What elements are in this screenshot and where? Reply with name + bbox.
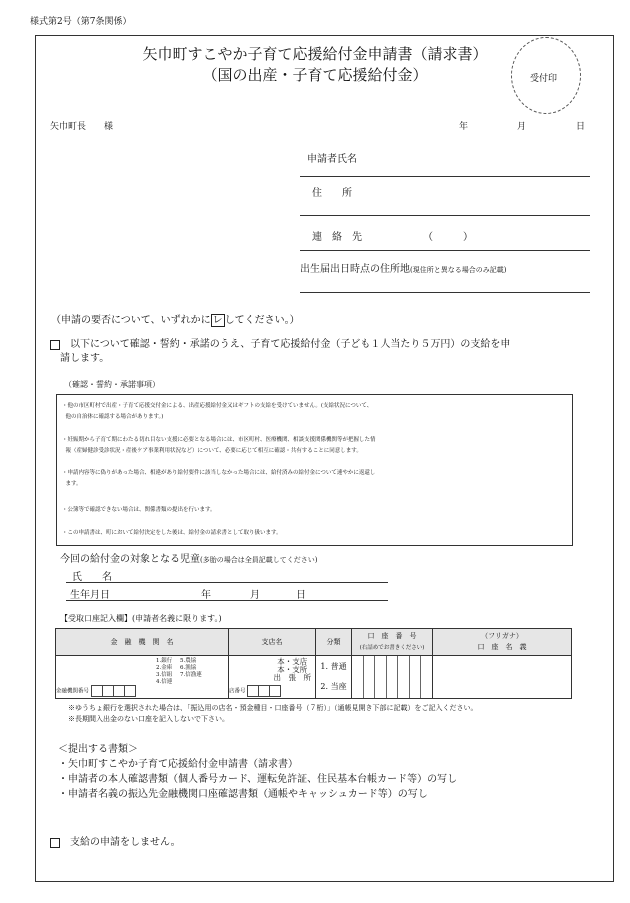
bank-heading: 【受取口座記入欄】(申請者名義に限ります。) — [60, 614, 222, 623]
check-mark-sample: レ — [212, 315, 223, 326]
bank-type-list-b: 5.農協 6.漁協 7.信漁連 — [180, 658, 202, 678]
birth-address-line[interactable] — [300, 292, 590, 293]
account-digit[interactable] — [398, 656, 410, 698]
account-holder-cell[interactable] — [433, 656, 572, 699]
child-dob-year: 年 — [201, 590, 211, 601]
applicant-contact-line[interactable] — [300, 250, 590, 251]
col-bank-name: 金 融 機 関 名 — [56, 629, 229, 656]
account-digit[interactable] — [421, 656, 432, 698]
confirm-item-4: ・公簿等で確認できない場合は、関係書類の提出を行います。 — [62, 507, 216, 513]
date-year: 年 — [459, 122, 469, 132]
account-digit[interactable] — [364, 656, 376, 698]
note-dormant: ※長期間入出金のない口座を記入しないで下さい。 — [68, 715, 229, 723]
applicant-contact-paren: （ ） — [423, 232, 473, 243]
applicant-name-label: 申請者氏名 — [307, 154, 357, 165]
account-digit[interactable] — [387, 656, 399, 698]
child-dob-line[interactable] — [66, 600, 388, 601]
account-digit-row — [352, 656, 432, 698]
applicant-name-line[interactable] — [300, 176, 590, 177]
bank-code-row: 金融機関番号 — [56, 685, 135, 697]
branch-type-list: 本・支店 本・支所 出 張 所 — [273, 657, 311, 682]
apply-checkbox[interactable] — [50, 340, 60, 350]
applicant-contact-label: 連 絡 先 — [312, 232, 362, 243]
doc-item-1: ・矢巾町すこやか子育て応援給付金申請書（請求書） — [58, 759, 298, 770]
doc-item-2: ・申請者の本人確認書類（個人番号カード、運転免許証、住民基本台帳カード等）の写し — [58, 774, 458, 785]
branch-code-digit[interactable] — [269, 685, 281, 697]
account-digit[interactable] — [375, 656, 387, 698]
doc-item-3: ・申請者名義の振込先金融機関口座確認書類（通帳やキャッシュカード等）の写し — [58, 789, 428, 800]
col-type: 分類 — [316, 629, 352, 656]
date-day: 日 — [576, 122, 586, 132]
note-yucho: ※ゆうちょ銀行を選択された場合は、「振込用の店名・預金種目・口座番号（７桁）」（通帳見開き下部に記載）をご記入ください。 — [68, 704, 478, 712]
option-apply: 以下について確認・誓約・承諾のうえ、子育て応援給付金（子ども１人当たり５万円）の支給を申 — [50, 335, 510, 350]
type-ordinary[interactable]: 1. 普通 — [320, 662, 347, 671]
docs-heading: ＜提出する書類＞ — [58, 744, 138, 755]
bank-type-list-a: 1.銀行 2.金庫 3.信組 4.信連 — [156, 658, 173, 685]
account-number-cell[interactable] — [352, 656, 433, 699]
account-digit[interactable] — [352, 656, 364, 698]
confirm-item-3: ・申請内容等に偽りがあった場合、相違があり給付要件に該当しなかった場合には、給付済みの給付金について速やかに返還し ます。 — [62, 470, 376, 487]
col-branch: 支店名 — [229, 629, 316, 656]
child-name-line[interactable] — [66, 582, 388, 583]
applicant-address-label: 住 所 — [312, 188, 352, 199]
child-name-label: 氏 名 — [72, 572, 112, 583]
option-apply-cont: 請します。 — [60, 353, 110, 364]
stamp-label: 受付印 — [530, 74, 558, 84]
child-dob-month: 月 — [250, 590, 260, 601]
child-dob-label: 生年月日 — [70, 590, 110, 601]
col-holder: （フリガナ） 口 座 名 義 — [433, 629, 572, 656]
child-dob-day: 日 — [296, 590, 306, 601]
bank-code-digit[interactable] — [124, 685, 136, 697]
form-number: 様式第2号（第7条関係） — [30, 17, 132, 27]
child-heading: 今回の給付金の対象となる児童(多胎の場合は全員記載してください) — [60, 554, 318, 565]
confirm-heading: （確認・誓約・承諾事項） — [64, 380, 160, 389]
date-month: 月 — [517, 122, 527, 132]
bank-name-cell[interactable] — [56, 656, 229, 699]
confirm-item-2: ・妊娠期から子育て期にわたる切れ目ない支援に必要となる場合には、市区町村、医療機関、相談支援関係機関等が把握した情 報（産婦健診受診状況・産後ケア事業利用状況など）について、必要に応じて相互に確認・共有することに同意します。 — [62, 437, 376, 454]
form-title: 矢巾町すこやか子育て応援給付金申請書（請求書） — [142, 45, 488, 63]
option-decline: 支給の申請をしません。 — [50, 833, 181, 848]
addressee: 矢巾町長 様 — [50, 122, 114, 132]
form-subtitle: （国の出産・子育て応援給付金） — [202, 66, 428, 84]
instruction: （申請の要否について、いずれかに レ してください。） — [51, 315, 300, 326]
type-current[interactable]: 2. 当座 — [320, 682, 347, 691]
confirm-item-1: ・他の市区町村で出産・子育て応援交付金による、出産応援給付金又はギフトの支給を受けていません。(支給状況について、 他の自治体に確認する場合があります。) — [62, 403, 373, 420]
branch-code-row: 店番号 — [229, 685, 280, 697]
confirm-item-5: ・この申請書は、町において給付決定をした後は、給付金の請求書として取り扱います。 — [62, 530, 282, 536]
branch-name-cell[interactable] — [229, 656, 316, 699]
col-account: 口 座 番 号 (右詰めでお書きください) — [352, 629, 433, 656]
birth-address-label: 出生届出日時点の住所地(現住所と異なる場合のみ記載) — [300, 264, 507, 275]
account-digit[interactable] — [410, 656, 422, 698]
bank-account-table — [55, 628, 572, 699]
decline-checkbox[interactable] — [50, 838, 60, 848]
account-type-cell[interactable] — [316, 656, 352, 699]
applicant-address-line[interactable] — [300, 215, 590, 216]
